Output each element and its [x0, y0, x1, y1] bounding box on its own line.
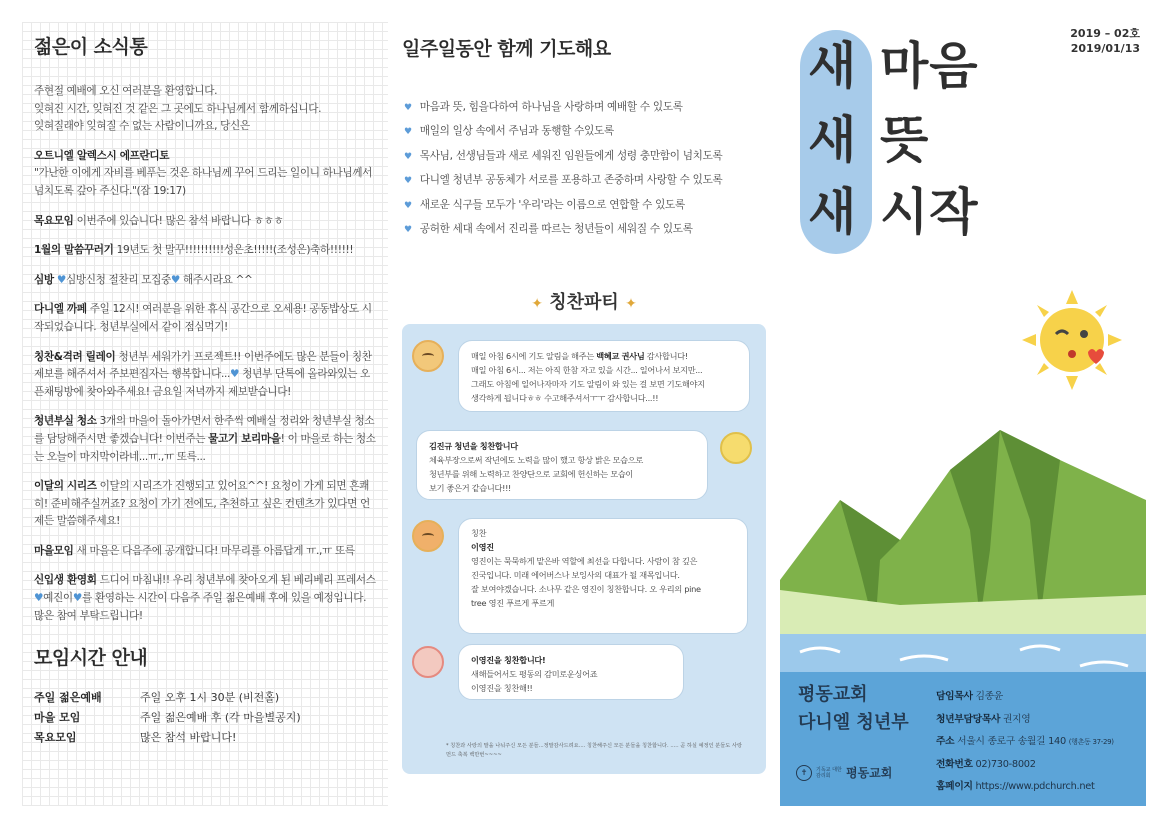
church-details — [936, 686, 1114, 799]
prayer-item: ♥ 마음과 뜻, 힘을다하여 하나님을 사랑하며 예배할 수 있도록 — [404, 101, 683, 113]
prayer-item: ♥ 다니엘 청년부 공동체가 서로를 포용하고 존중하며 사랑할 수 있도록 — [404, 174, 723, 187]
praise-message: 이영진을 칭찬합니다! 새해들어서도 평동의 감미로운싱어죠 이영진을 칭찬해!! — [458, 644, 684, 700]
praise-message: 매일 아침 6시에 기도 알림을 해주는 백혜교 권사님 감사합니다! 매일 아침 6시... 저는 아직 한참 자고 있을 시간... 일어나서 보지만... 그래도 아침에 일어나자마자 기도 알림이 와 있는 걸 보면 기도해야지 생각하게 됩니다ㅎㅎ 수고해주셔서ㅜㅜ 감사합니다...!! — [458, 340, 750, 412]
prayer-item: ♥ 공허한 세대 속에서 진리를 따르는 청년들이 세워질 수 있도록 — [404, 223, 693, 236]
heart-bullet-icon: ♥ — [404, 225, 412, 236]
detail-pastor: 담임목사 김종윤 — [936, 691, 1003, 702]
praise-title: ✦ 칭찬파티 ✦ — [531, 292, 637, 313]
heart-icon: ♥ — [170, 273, 180, 286]
heart-bullet-icon: ♥ — [404, 127, 412, 138]
schedule-table — [34, 688, 378, 748]
praise-footnote: * 칭찬과 사랑의 말을 나눠주신 모든 분들...정말감사드려요.... 칭찬해주신 모든 분들을 칭찬합니다. ..... 곧 하실 예정인 분들도 사랑 먼드 축복 백만번~~~~ — [446, 743, 742, 758]
news-item: 1월의 말씀꾸러기 19년도 첫 말꾸!!!!!!!!!!성은초!!!!!(조성은)축하!!!!!! — [34, 244, 354, 257]
schedule-row: 목요모임 많은 참석 바랍니다! — [34, 731, 237, 745]
sparkle-icon: ✦ — [625, 296, 637, 312]
news-title: 젊은이 소식통 — [34, 36, 148, 58]
hero-word: 새 — [808, 111, 858, 169]
heart-icon: ♥ — [34, 592, 44, 605]
prayer-item: ♥ 새로운 식구들 모두가 '우리'라는 이름으로 연합할 수 있도록 — [404, 198, 685, 211]
heart-icon: ♥ — [56, 273, 66, 286]
news-item: 심방 ♥심방신청 절찬리 모집중♥ 해주시라요 ^^ — [34, 273, 253, 286]
hero-word: 마음 — [880, 37, 979, 95]
praise-message: 김진규 청년을 칭찬합니다 체육부장으로써 작년에도 노력을 많이 했고 항상 밝은 모습으로 청년부를 위해 노력하고 찬양단으로 교회에 헌신하는 모습이 보기 좋은거 같습니다!!! — [416, 430, 708, 500]
heart-icon: ♥ — [230, 368, 240, 381]
hero-word: 시작 — [880, 183, 979, 241]
schedule-row: 마을 모임 주일 젊은예배 후 (각 마을별공지) — [34, 711, 301, 725]
news-item: 이달의 시리즈 이달의 시리즈가 진행되고 있어요^^! 요청이 가게 되면 흔쾌히! 준비해주실꺼죠? 요청이 가기 전에도, 추천하고 싶은 컨텐츠가 있다면 언제든 말씀해주세요! — [34, 480, 370, 528]
heart-bullet-icon: ♥ — [404, 176, 412, 187]
heart-bullet-icon: ♥ — [404, 103, 412, 113]
schedule-title: 모임시간 안내 — [34, 647, 148, 670]
welcome-text: 주현절 예배에 오신 여러분을 환영합니다. 잊혀진 시간, 잊혀진 것 같은 그 곳에도 하나님께서 함께하십니다. 잊혀질래야 잊혀질 수 없는 사람이니까요, 당신은 — [34, 85, 322, 133]
bear-avatar-icon — [412, 520, 444, 552]
hero-word: 새 — [808, 183, 858, 241]
news-item: 칭찬&격려 릴레이 청년부 세워가기 프로젝트!! 이번주에도 많은 분들이 칭찬 제보를 해주셔서 주보편집자는 행복합니다...♥ 청년부 단톡에 올라와있는 오픈채팅방에 찾아와주세요! 금요일 저녁까지 제보받습니다! — [34, 350, 372, 398]
detail-youth-pastor: 청년부담당목사 권지영 — [936, 713, 1031, 725]
hero-word: 새 — [808, 37, 858, 95]
prayer-item: ♥ 목사님, 선생님들과 새로 세워진 임원들에게 성령 충만함이 넘치도록 — [404, 149, 723, 162]
muzi-avatar-icon — [720, 432, 752, 464]
detail-phone: 전화번호 02)730-8002 — [936, 758, 1036, 770]
schedule-row: 주일 젊은예배 주일 오후 1시 30분 (비전홀) — [34, 691, 280, 705]
church-logo: ✝ 기독교 대한감리회 평동교회 — [796, 764, 892, 781]
apeach-avatar-icon — [412, 646, 444, 678]
prayer-list — [404, 96, 774, 242]
news-list — [34, 83, 378, 625]
prayer-title: 일주일동안 함께 기도해요 — [402, 38, 611, 60]
heart-bullet-icon: ♥ — [404, 200, 412, 211]
detail-homepage[interactable]: 홈페이지 https://www.pdchurch.net — [936, 781, 1095, 792]
issue-info: 2019 – 02호 2019/01/13 — [1070, 27, 1140, 55]
news-panel — [22, 22, 388, 806]
praise-message: 칭찬 이영진 영진이는 묵묵하게 맡은바 역할에 최선을 다합니다. 사람이 참 깊은 진국입니다. 미래 에어버스나 보잉사의 대표가 될 재목입니다. 잘 보여야겠습니다. 소나무 같은 영진이 칭찬합니다. 오 우리의 pine tree 영진 푸르게 푸르게 — [458, 518, 748, 634]
detail-address: 주소 서울시 종로구 송월길 140 (행촌동 37-29) — [936, 736, 1114, 747]
heart-bullet-icon: ♥ — [404, 151, 412, 162]
youth-group-name: 다니엘 청년부 — [798, 712, 909, 733]
heart-icon: ♥ — [72, 592, 82, 605]
news-item: 청년부실 청소 3개의 마을이 돌아가면서 한주씩 예배실 정리와 청년부실 청소를 담당해주시면 좋겠습니다! 이번주는 물고기 보리마을! 이 마을로 하는 청소는 오늘이 마지막이라네...ㅠ.,ㅠ 또륵... — [34, 415, 376, 463]
news-item: 신입생 환영회 드디어 마침내!! 우리 청년부에 찾아오게 된 베리베리 프레서스 ♥예진이♥를 환영하는 시간이 다음주 주일 젊은예배 후에 있을 예정입니다. 많은 참여 부탁드립니다! — [34, 574, 376, 622]
prayer-item: ♥ 매일의 일상 속에서 주님과 동행할 수있도록 — [404, 125, 614, 138]
news-item: 목요모임 이번주에 있습니다! 많은 참석 바랍니다 ㅎㅎㅎ — [34, 214, 284, 227]
church-name: 평동교회 — [798, 684, 868, 705]
hero-word: 뜻 — [880, 111, 930, 169]
news-item: 다니엘 까페 주일 12시! 여러분을 위한 휴식 공간으로 오세용! 공동밥상도 시작되었습니다. 청년부실에서 같이 점심먹기! — [34, 303, 372, 333]
methodist-seal-icon: ✝ — [796, 765, 812, 781]
sparkle-icon: ✦ — [531, 296, 543, 312]
winking-sun-icon — [1022, 290, 1122, 390]
news-item: 오트니엘 알렉스시 에프란디토 "가난한 이에게 자비를 베푸는 것은 하나님께 꾸어 드리는 일이니 하나님께서 넘치도록 갚아 주신다."(잠 19:17) — [34, 149, 373, 197]
news-item: 마을모임 새 마을은 다음주에 공개합니다! 마무리를 아름답게 ㅠ.,ㅠ 또륵 — [34, 544, 355, 557]
ryan-avatar-icon — [412, 340, 444, 372]
